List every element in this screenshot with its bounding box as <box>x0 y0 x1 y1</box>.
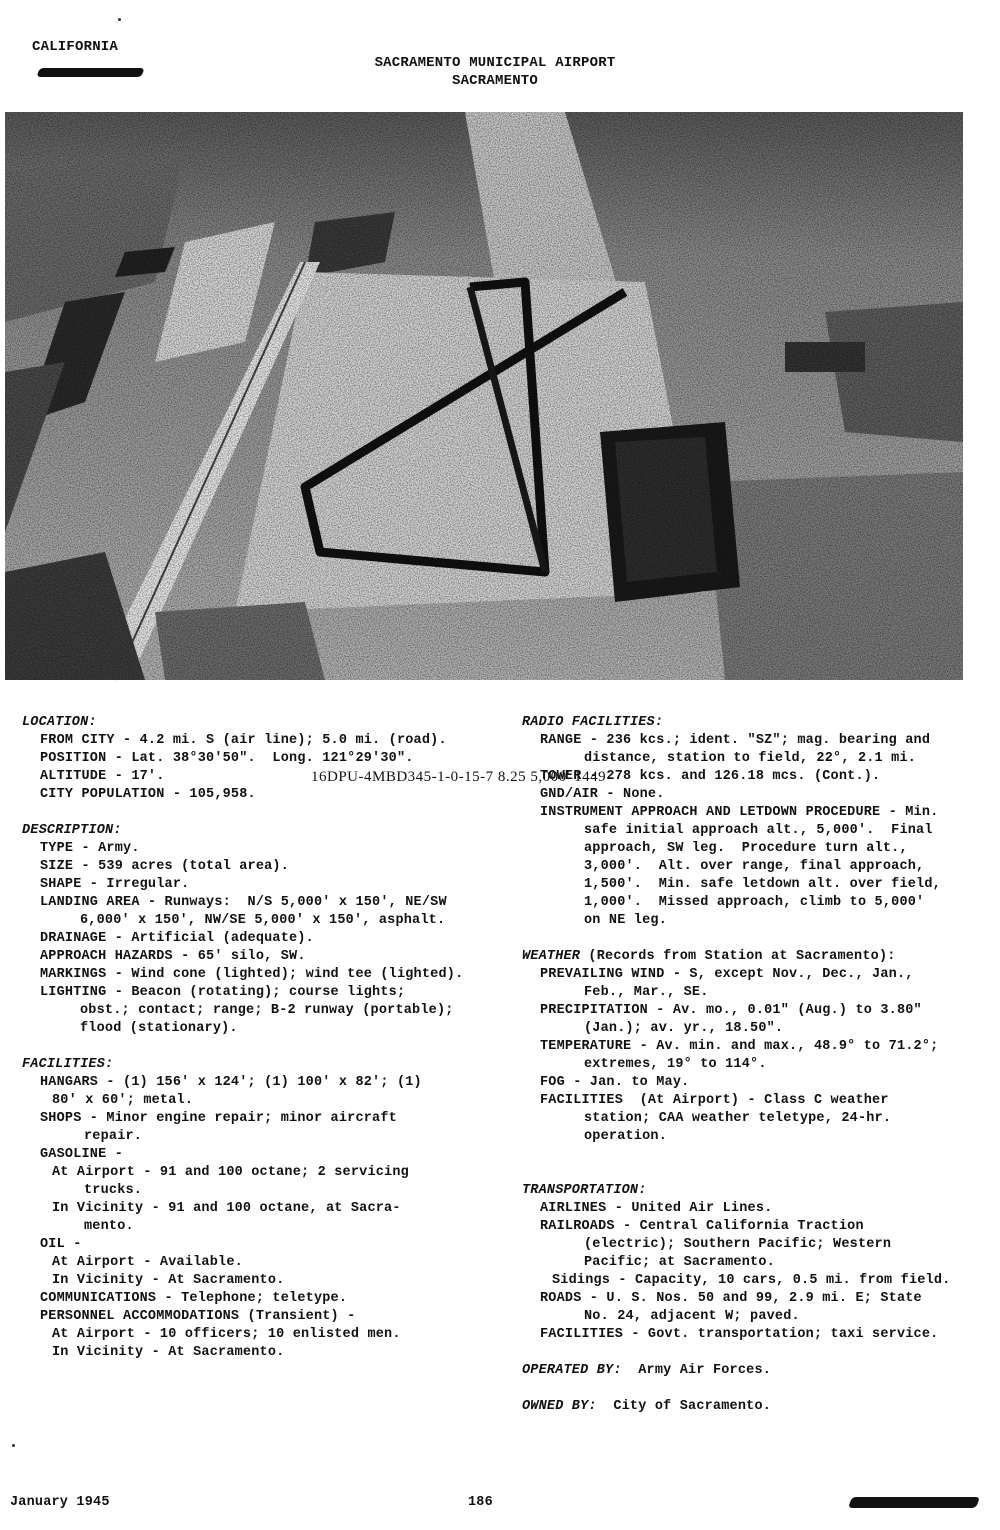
text-line: PRECIPITATION - Av. mo., 0.01" (Aug.) to 3.80" <box>540 1003 922 1018</box>
text-line: operation. <box>584 1129 668 1144</box>
text-line: COMMUNICATIONS - Telephone; teletype. <box>40 1291 348 1306</box>
text-line: distance, station to field, 22°, 2.1 mi. <box>584 751 917 766</box>
owned-by-row <box>522 1398 992 1416</box>
text-line: FOG - Jan. to May. <box>540 1075 690 1090</box>
text-line: INSTRUMENT APPROACH AND LETDOWN PROCEDURE - Min. <box>540 805 939 820</box>
text-line: SIZE - 539 acres (total area). <box>40 859 290 874</box>
redaction-mark-bottom <box>848 1497 980 1508</box>
text-line: AIRLINES - United Air Lines. <box>540 1201 773 1216</box>
text-line: 1,500'. Min. safe letdown alt. over field, <box>584 877 941 892</box>
text-line: flood (stationary). <box>80 1021 238 1036</box>
text-line: trucks. <box>84 1183 143 1198</box>
text-line: APPROACH HAZARDS - 65' silo, SW. <box>40 949 306 964</box>
location-line: CITY POPULATION - 105,958. <box>40 787 256 802</box>
text-line: TOWER - 278 kcs. and 126.18 mcs. (Cont.). <box>540 769 881 784</box>
text-line: MARKINGS - Wind cone (lighted); wind tee (lighted). <box>40 967 464 982</box>
text-line: RAILROADS - Central California Traction <box>540 1219 864 1234</box>
text-line: SHAPE - Irregular. <box>40 877 190 892</box>
text-line: station; CAA weather teletype, 24-hr. <box>584 1111 892 1126</box>
state-label: CALIFORNIA <box>32 39 119 55</box>
owned-by-value: City of Sacramento. <box>596 1399 772 1414</box>
text-line: approach, SW leg. Procedure turn alt., <box>584 841 908 856</box>
location-line: ALTITUDE - 17'. <box>40 769 165 784</box>
weather-heading: WEATHER <box>522 949 581 964</box>
text-line: HANGARS - (1) 156' x 124'; (1) 100' x 82'; (1) <box>40 1075 422 1090</box>
text-line: PREVAILING WIND - S, except Nov., Dec., Jan., <box>540 967 914 982</box>
text-line: SHOPS - Minor engine repair; minor aircraft <box>40 1111 397 1126</box>
text-line: 80' x 60'; metal. <box>52 1093 194 1108</box>
redaction-mark-top <box>36 68 144 77</box>
text-line: FACILITIES - Govt. transportation; taxi service. <box>540 1327 939 1342</box>
text-line: 1,000'. Missed approach, climb to 5,000' <box>584 895 925 910</box>
page-number: 186 <box>468 1495 493 1510</box>
text-line: OIL - <box>40 1237 82 1252</box>
text-line: 6,000' x 150', NW/SE 5,000' x 150', asphalt. <box>80 913 446 928</box>
facilities-heading: FACILITIES: <box>22 1057 114 1072</box>
operated-by-row <box>522 1362 992 1380</box>
location-line: FROM CITY - 4.2 mi. S (air line); 5.0 mi. (road). <box>40 733 447 748</box>
text-line: LANDING AREA - Runways: N/S 5,000' x 150', NE/SW <box>40 895 447 910</box>
text-line: At Airport - 10 officers; 10 enlisted men. <box>52 1327 401 1342</box>
text-line: on NE leg. <box>584 913 668 928</box>
transportation-heading: TRANSPORTATION: <box>522 1183 647 1198</box>
speck <box>12 1444 15 1447</box>
text-line: obst.; contact; range; B-2 runway (portable); <box>80 1003 454 1018</box>
text-line: In Vicinity - At Sacramento. <box>52 1273 285 1288</box>
location-line: POSITION - Lat. 38°30'50". Long. 121°29'30". <box>40 751 414 766</box>
text-line: No. 24, adjacent W; paved. <box>584 1309 800 1324</box>
description-heading: DESCRIPTION: <box>22 823 122 838</box>
owned-by-label: OWNED BY: <box>522 1399 597 1414</box>
text-line: FACILITIES (At Airport) - Class C weather <box>540 1093 889 1108</box>
weather-lines <box>522 966 992 1146</box>
text-line: extremes, 19° to 114°. <box>584 1057 767 1072</box>
city-title: SACRAMENTO <box>451 73 538 89</box>
operated-by-value: Army Air Forces. <box>621 1363 772 1378</box>
speck <box>118 18 121 21</box>
weather-heading-row <box>522 948 992 966</box>
text-line: LIGHTING - Beacon (rotating); course lights; <box>40 985 406 1000</box>
text-line: At Airport - Available. <box>52 1255 243 1270</box>
text-line: mento. <box>84 1219 134 1234</box>
text-line: ROADS - U. S. Nos. 50 and 99, 2.9 mi. E; State <box>540 1291 922 1306</box>
text-line: In Vicinity - At Sacramento. <box>52 1345 285 1360</box>
text-line: (electric); Southern Pacific; Western <box>584 1237 892 1252</box>
text-line: 3,000'. Alt. over range, final approach, <box>584 859 925 874</box>
text-line: Feb., Mar., SE. <box>584 985 709 1000</box>
airport-title: SACRAMENTO MUNICIPAL AIRPORT <box>374 55 616 71</box>
text-line: (Jan.); av. yr., 18.50". <box>584 1021 784 1036</box>
left-column <box>22 714 502 1362</box>
location-heading: LOCATION: <box>22 715 97 730</box>
text-line: GND/AIR - None. <box>540 787 665 802</box>
operated-by-label: OPERATED BY: <box>522 1363 622 1378</box>
text-line: repair. <box>84 1129 143 1144</box>
text-line: In Vicinity - 91 and 100 octane, at Sacra- <box>52 1201 401 1216</box>
facilities-lines <box>22 1074 502 1362</box>
text-line: DRAINAGE - Artificial (adequate). <box>40 931 314 946</box>
text-line: TEMPERATURE - Av. min. and max., 48.9° to 71.2°; <box>540 1039 939 1054</box>
right-column <box>522 714 992 1416</box>
text-line: PERSONNEL ACCOMMODATIONS (Transient) - <box>40 1309 356 1324</box>
footer-date: January 1945 <box>10 1495 110 1510</box>
text-line: Sidings - Capacity, 10 cars, 0.5 mi. from field. <box>552 1273 951 1288</box>
radio-heading: RADIO FACILITIES: <box>522 715 664 730</box>
text-line: At Airport - 91 and 100 octane; 2 servicing <box>52 1165 409 1180</box>
text-line: TYPE - Army. <box>40 841 140 856</box>
weather-heading-note: (Records from Station at Sacramento): <box>580 949 896 964</box>
text-line: RANGE - 236 kcs.; ident. "SZ"; mag. bearing and <box>540 733 931 748</box>
radio-lines <box>522 732 992 930</box>
text-line: Pacific; at Sacramento. <box>584 1255 775 1270</box>
text-line: safe initial approach alt., 5,000'. Final <box>584 823 933 838</box>
text-line: GASOLINE - <box>40 1147 124 1162</box>
transportation-lines <box>522 1200 992 1344</box>
description-lines <box>22 840 502 1038</box>
photo-caption: 16DPU-4MBD345-1-0-15-7 8.25 5,000' 1449 <box>301 762 671 792</box>
